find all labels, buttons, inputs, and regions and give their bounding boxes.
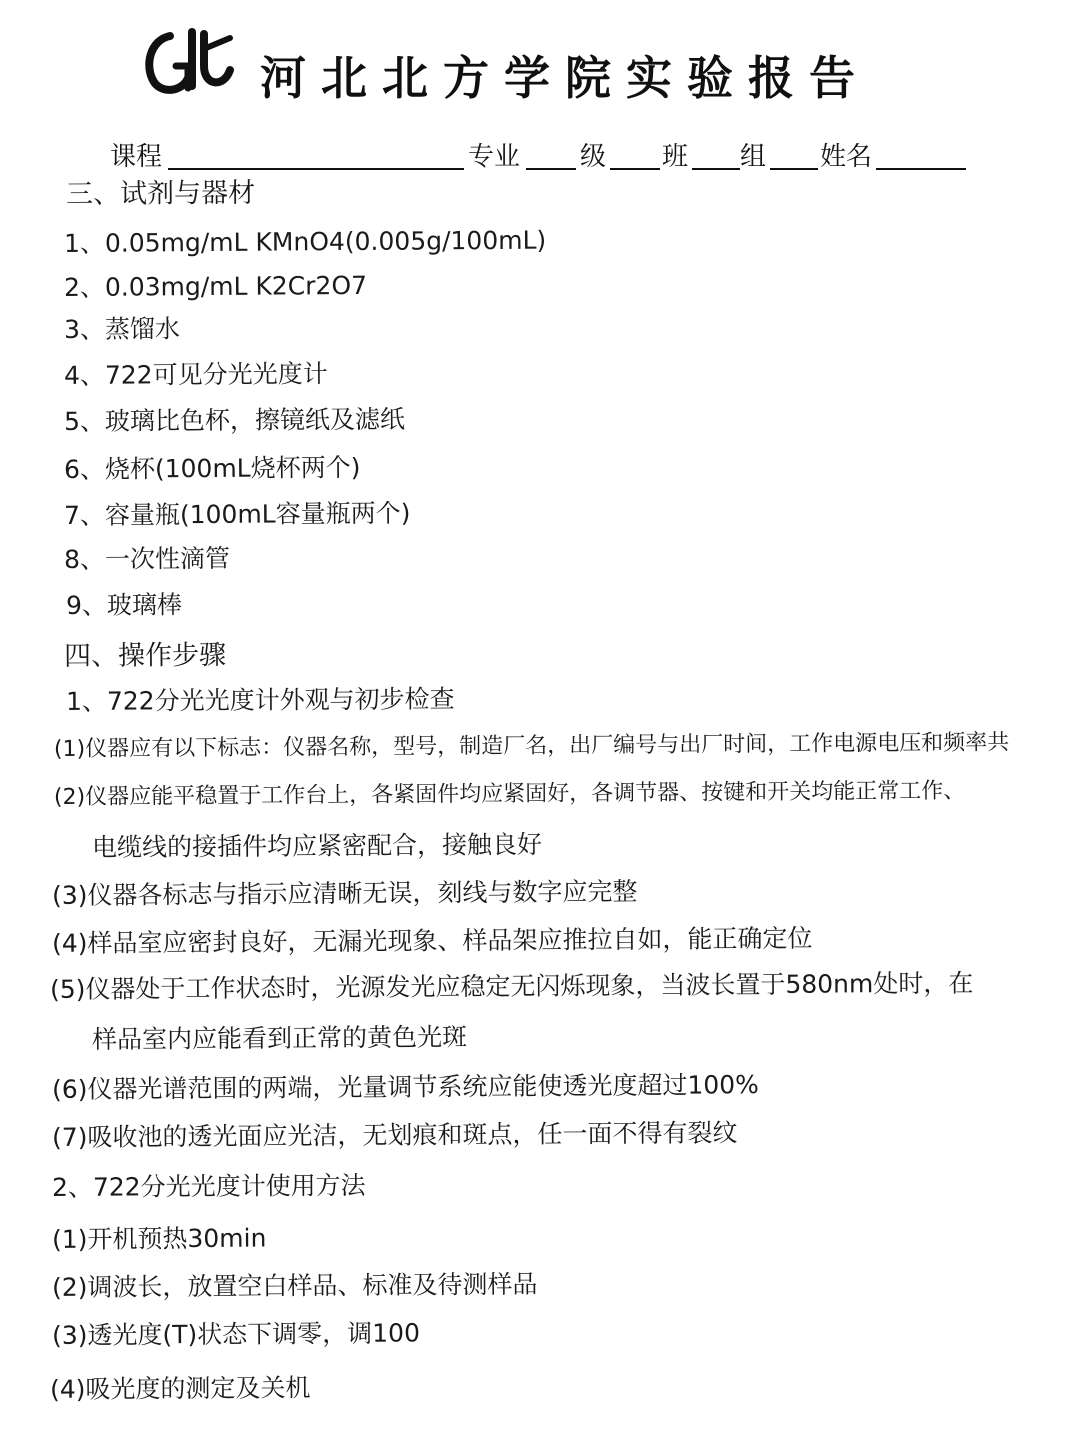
name-blank <box>876 168 966 170</box>
course-label: 课程 <box>110 142 163 172</box>
list-item: 7、容量瓶(100mL容量瓶两个) <box>63 498 411 530</box>
list-item: (2)调波长，放置空白样品、标准及待测样品 <box>51 1269 538 1302</box>
class-blank <box>692 168 740 170</box>
group-blank <box>770 168 818 170</box>
course-blank <box>168 168 464 170</box>
name-label: 姓名 <box>820 142 873 172</box>
list-item: (4)样品室应密封良好，无漏光现象、样品架应推拉自如，能正确定位 <box>51 923 813 958</box>
list-item: (1)开机预热30min <box>51 1223 267 1254</box>
list-item-continued: 样品室内应能看到正常的黄色光斑 <box>91 1022 468 1054</box>
list-item: 6、烧杯(100mL烧杯两个) <box>63 452 361 484</box>
list-item: (1)仪器应有以下标志：仪器名称，型号，制造厂名，出厂编号与出厂时间，工作电源电压和频率共 <box>53 730 1010 762</box>
major-blank <box>526 168 576 170</box>
list-item: 2、722分光光度计使用方法 <box>51 1170 366 1202</box>
list-item: (4)吸光度的测定及关机 <box>49 1373 311 1404</box>
list-item: 5、玻璃比色杯，擦镜纸及滤纸 <box>63 404 406 436</box>
list-item: 8、一次性滴管 <box>63 543 231 574</box>
list-item: (5)仪器处于工作状态时，光源发光应稳定无闪烁现象，当波长置于580nm处时，在 <box>49 968 974 1004</box>
major-label: 专业 <box>468 142 521 172</box>
report-header <box>140 20 960 120</box>
university-logo-icon <box>140 26 236 102</box>
report-title: 河北北方学院实验报告 <box>260 51 870 105</box>
group-label: 组 <box>740 142 767 172</box>
list-item: (6)仪器光谱范围的两端，光量调节系统应能使透光度超过100% <box>51 1070 759 1104</box>
list-item: 1、722分光光度计外观与初步检查 <box>65 684 455 716</box>
grade-blank <box>610 168 660 170</box>
list-item: 1、0.05mg/mL KMnO4(0.005g/100mL) <box>63 225 547 258</box>
list-item: (2)仪器应能平稳置于工作台上，各紧固件均应紧固好，各调节器、按键和开关均能正常工作、 <box>53 778 966 810</box>
grade-label: 级 <box>580 142 607 172</box>
list-item-continued: 电缆线的接插件均应紧密配合，接触良好 <box>91 829 543 862</box>
list-item: (3)仪器各标志与指示应清晰无误，刻线与数字应完整 <box>51 876 638 910</box>
info-fields-row <box>110 126 970 176</box>
list-item: 3、蒸馏水 <box>63 314 181 344</box>
list-item: (7)吸收池的透光面应光洁，无划痕和斑点，任一面不得有裂纹 <box>51 1118 738 1152</box>
list-item: (3)透光度(T)状态下调零，调100 <box>51 1318 421 1350</box>
list-item: 9、玻璃棒 <box>65 590 183 620</box>
class-label: 班 <box>662 142 689 172</box>
section-heading: 三、试剂与器材 <box>65 177 256 210</box>
list-item: 4、722可见分光光度计 <box>63 359 328 390</box>
list-item: 2、0.03mg/mL K2Cr2O7 <box>63 270 368 302</box>
section-heading: 四、操作步骤 <box>63 639 227 672</box>
